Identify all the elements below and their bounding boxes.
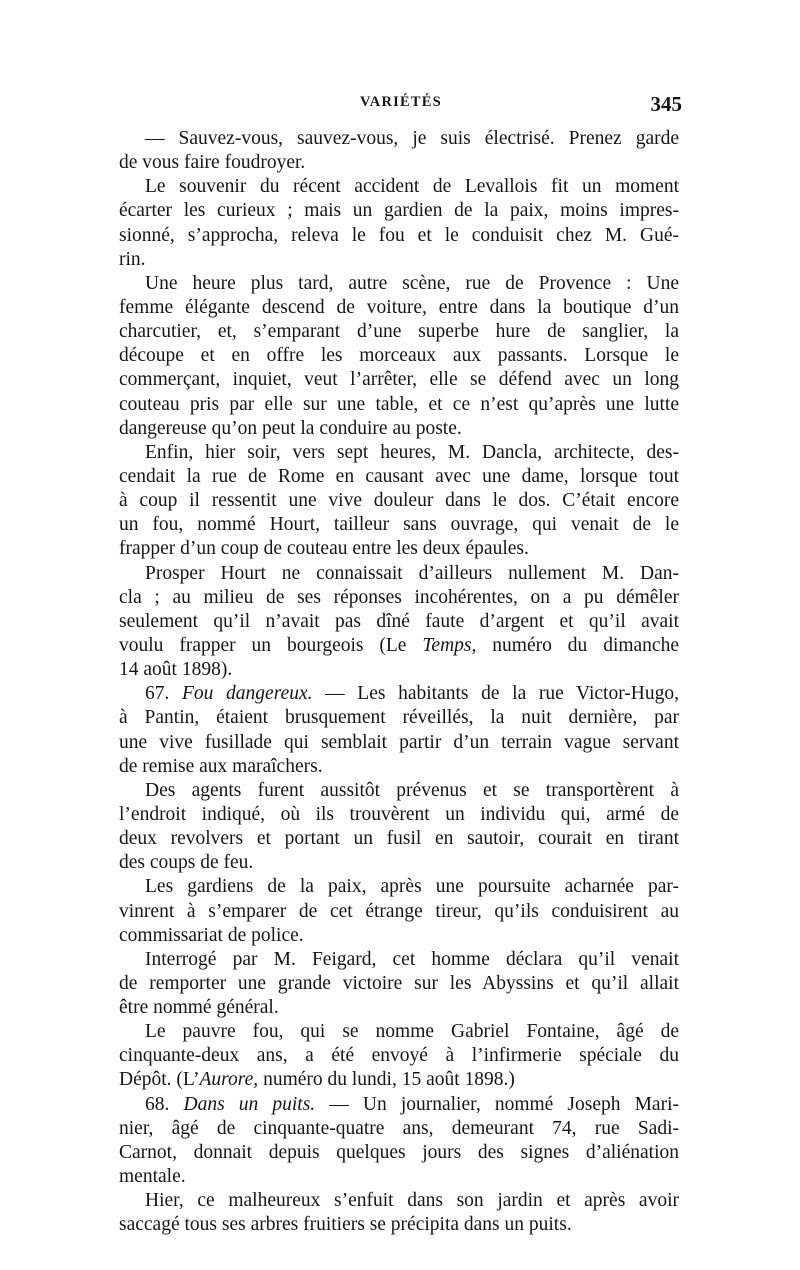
text-run: saccagé tous ses arbres fruitiers se précipita dans un puits. xyxy=(119,1214,572,1236)
text-line xyxy=(119,296,679,320)
text-line xyxy=(119,1141,679,1165)
text-line xyxy=(119,224,679,248)
text-line xyxy=(119,417,679,441)
page-header xyxy=(0,92,800,120)
page-number: 345 xyxy=(650,92,682,116)
italic-text: Temps, xyxy=(422,634,477,656)
text-run: charcutier, et, s’emparant d’une superbe hure de sanglier, la xyxy=(119,321,679,343)
text-run: voulu frapper un bourgeois (Le xyxy=(119,634,423,656)
text-run: écarter les curieux ; mais un gardien de la paix, moins impres- xyxy=(119,200,679,222)
text-run: commissariat de police. xyxy=(119,924,304,946)
text-line xyxy=(119,1020,679,1044)
text-line xyxy=(119,151,679,175)
text-line xyxy=(119,827,679,851)
text-line xyxy=(119,682,679,706)
text-line xyxy=(119,779,679,803)
text-run: dangereuse qu’on peut la conduire au poste. xyxy=(119,417,462,439)
text-run: Des agents furent aussitôt prévenus et se transportèrent à xyxy=(145,779,679,801)
text-line xyxy=(119,658,679,682)
text-run: de vous faire foudroyer. xyxy=(119,152,306,174)
text-line xyxy=(119,175,679,199)
text-run: à coup il ressentit une vive douleur dans le dos. C’était encore xyxy=(119,490,679,512)
text-run: Interrogé par M. Feigard, cet homme déclara qu’il venait xyxy=(145,948,679,970)
text-run: — Les habitants de la rue Victor-Hugo, xyxy=(312,683,680,705)
text-line xyxy=(119,706,679,730)
text-run: l’endroit indiqué, où ils trouvèrent un individu qui, armé de xyxy=(119,803,679,825)
text-run: Hier, ce malheureux s’enfuit dans son jardin et après avoir xyxy=(145,1190,679,1212)
text-line xyxy=(119,368,679,392)
text-line xyxy=(119,996,679,1020)
text-run: couteau pris par elle sur une table, et ce n’est qu’après une lutte xyxy=(119,393,679,415)
text-line xyxy=(119,320,679,344)
text-run: cendait la rue de Rome en causant avec une dame, lorsque tout xyxy=(119,465,679,487)
text-line xyxy=(119,513,679,537)
text-run: vinrent à s’emparer de cet étrange tireur, qu’ils conduisirent au xyxy=(119,900,679,922)
text-run: femme élégante descend de voiture, entre dans la boutique d’un xyxy=(119,296,679,318)
text-run: nier, âgé de cinquante-quatre ans, demeurant 74, rue Sadi- xyxy=(119,1117,679,1139)
italic-text: Aurore, xyxy=(199,1069,259,1091)
text-run: numéro du lundi, 15 août 1898.) xyxy=(258,1069,515,1091)
text-line xyxy=(119,1044,679,1068)
text-run: 67. xyxy=(145,683,183,705)
text-run: numéro du dimanche xyxy=(476,634,679,656)
text-line xyxy=(119,1165,679,1189)
text-run: Enfin, hier soir, vers sept heures, M. Dancla, architecte, des- xyxy=(145,441,679,463)
text-run: rin. xyxy=(119,248,146,270)
italic-text: Dans un puits. xyxy=(183,1093,316,1115)
text-run: commerçant, inquiet, veut l’arrêter, elle se défend avec un long xyxy=(119,369,679,391)
text-run: mentale. xyxy=(119,1166,186,1188)
text-run: Carnot, donnait depuis quelques jours des signes d’aliénation xyxy=(119,1141,679,1163)
text-line xyxy=(119,465,679,489)
text-run: frapper d’un coup de couteau entre les deux épaules. xyxy=(119,538,529,560)
text-line xyxy=(119,972,679,996)
text-run: Dépôt. (L’ xyxy=(119,1069,200,1091)
text-line xyxy=(119,924,679,948)
text-line xyxy=(119,393,679,417)
text-run: de remporter une grande victoire sur les Abyssins et qu’il allait xyxy=(119,972,679,994)
text-run: 14 août 1898). xyxy=(119,659,233,681)
text-line xyxy=(119,199,679,223)
text-run: une vive fusillade qui semblait partir d’un terrain vague servant xyxy=(119,731,679,753)
italic-text: Fou dangereux. xyxy=(182,683,313,705)
text-line xyxy=(119,489,679,513)
text-run: des coups de feu. xyxy=(119,852,254,874)
text-run: — Sauvez-vous, sauvez-vous, je suis électrisé. Prenez garde xyxy=(145,128,679,149)
text-run: Le pauvre fou, qui se nomme Gabriel Fontaine, âgé de xyxy=(145,1021,679,1043)
text-line xyxy=(119,900,679,924)
text-run: cla ; au milieu de ses réponses incohérentes, on a pu démêler xyxy=(119,586,679,608)
text-run: 68. xyxy=(145,1093,184,1115)
text-run: seulement qu’il n’avait pas dîné faute d’argent et qu’il avait xyxy=(119,610,679,632)
text-line xyxy=(119,586,679,610)
text-run: découpe et en offre les morceaux aux passants. Lorsque le xyxy=(119,345,679,367)
text-run: Le souvenir du récent accident de Levallois fit un moment xyxy=(145,176,679,198)
text-line xyxy=(119,948,679,972)
text-run: à Pantin, étaient brusquement réveillés, la nuit dernière, par xyxy=(119,707,679,729)
text-line xyxy=(119,803,679,827)
text-line xyxy=(119,1093,679,1117)
text-run: Les gardiens de la paix, après une poursuite acharnée par- xyxy=(145,876,679,898)
text-line xyxy=(119,1068,679,1092)
text-line xyxy=(119,875,679,899)
text-line xyxy=(119,127,679,151)
text-line xyxy=(119,634,679,658)
text-line xyxy=(119,537,679,561)
text-line xyxy=(119,441,679,465)
text-run: Prosper Hourt ne connaissait d’ailleurs nullement M. Dan- xyxy=(145,562,679,584)
body-text xyxy=(119,127,679,1237)
text-line xyxy=(119,755,679,779)
text-run: un fou, nommé Hourt, tailleur sans ouvrage, qui venait de le xyxy=(119,514,679,536)
text-line xyxy=(119,562,679,586)
text-line xyxy=(119,248,679,272)
text-run: Une heure plus tard, autre scène, rue de Provence : Une xyxy=(145,272,679,294)
text-run: deux revolvers et portant un fusil en sautoir, courait en tirant xyxy=(119,828,679,850)
text-line xyxy=(119,272,679,296)
text-line xyxy=(119,1189,679,1213)
text-line xyxy=(119,610,679,634)
running-title: VARIÉTÉS xyxy=(360,94,442,110)
text-line xyxy=(119,851,679,875)
text-run: cinquante-deux ans, a été envoyé à l’infirmerie spéciale du xyxy=(119,1045,679,1067)
text-line xyxy=(119,1213,679,1237)
text-run: être nommé général. xyxy=(119,997,279,1019)
text-line xyxy=(119,1117,679,1141)
text-run: sionné, s’approcha, releva le fou et le conduisit chez M. Gué- xyxy=(119,224,679,246)
text-run: de remise aux maraîchers. xyxy=(119,755,323,777)
text-run: — Un journalier, nommé Joseph Mari- xyxy=(315,1093,679,1115)
text-line xyxy=(119,344,679,368)
text-line xyxy=(119,731,679,755)
